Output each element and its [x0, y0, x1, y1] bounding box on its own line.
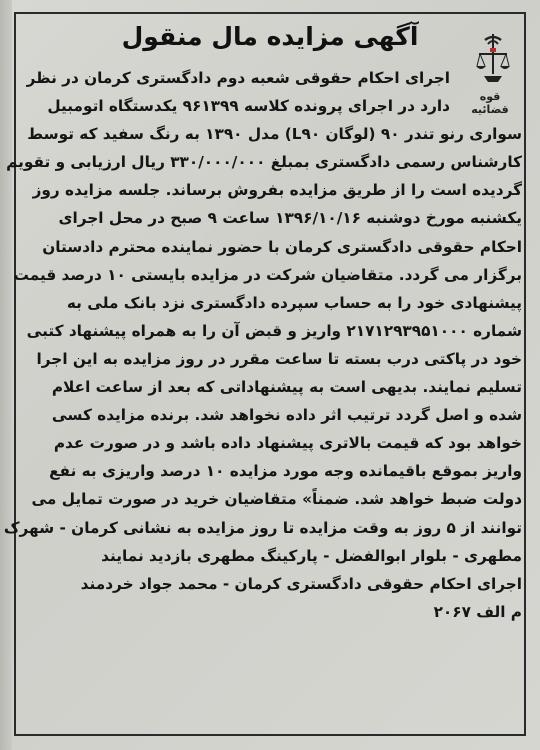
notice-line: دارد در اجرای پرونده کلاسه ۹۶۱۳۹۹ یکدستگاه اتومبیل — [47, 97, 450, 116]
page-edge — [0, 0, 12, 750]
notice-line: اجرای احکام حقوقی شعبه دوم دادگستری کرمان در نظر — [26, 69, 450, 87]
notice-line: واریز بموقع باقیمانده وجه مورد مزایده ۱۰ درصد واریزی به نفع — [49, 462, 522, 481]
notice-line: کارشناس رسمی دادگستری بمبلغ ۳۳۰/۰۰۰/۰۰۰ ریال ارزیابی و تقویم — [6, 153, 522, 172]
emblem-caption: قوه قضائیه — [471, 90, 509, 116]
notice-line: پیشنهادی خود را به حساب سپرده دادگستری نزد بانک ملی به — [66, 293, 522, 312]
notice-line: خواهد بود که قیمت بالاتری پیشنهاد داده باشد و در صورت عدم — [53, 434, 522, 453]
notice-line: شماره ۲۱۷۱۲۹۳۹۵۱۰۰۰ واریز و قبض آن را به همراه پیشنهاد کتبی — [26, 321, 522, 340]
notice-line: سواری رنو تندر ۹۰ (لوگان L۹۰) مدل ۱۳۹۰ به رنگ سفید که توسط — [27, 125, 522, 144]
notice-line: یکشنبه مورخ دوشنبه ۱۳۹۶/۱۰/۱۶ ساعت ۹ صبح در محل اجرای — [58, 209, 522, 228]
notice-line: خود در پاکتی درب بسته تا ساعت مقرر در روز مزایده به این اجرا — [36, 349, 522, 368]
notice-title: آگهی مزایده مال منقول — [121, 22, 419, 51]
notice-line: برگزار می گردد. متقاضیان شرکت در مزایده بایستی ۱۰ درصد قیمت — [13, 265, 522, 284]
notice-line: مطهری - بلوار ابوالفضل - پارکینگ مطهری بازدید نمایند — [101, 546, 522, 565]
notice-line: دولت ضبط خواهد شد. ضمناً» متقاضیان خرید در صورت تمایل می — [31, 490, 522, 509]
notice-reference: م الف ۲۰۶۷ — [433, 602, 522, 621]
notice-line: توانند از ۵ روز به وقت مزایده تا روز مزایده به نشانی کرمان - شهرک — [3, 518, 522, 537]
notice-line: گردیده است را از طریق مزایده بفروش برساند. جلسه مزایده روز — [32, 181, 522, 200]
notice-line: تسلیم نمایند. بدیهی است به پیشنهاداتی که بعد از ساعت اعلام — [51, 378, 522, 397]
notice-line: اجرای احکام حقوقی دادگستری کرمان - محمد جواد خردمند — [80, 574, 522, 593]
notice-line: شده و اصل گردد ترتیب اثر داده نخواهد شد. برنده مزایده کسی — [51, 406, 522, 425]
notice-body — [3, 64, 522, 626]
notice-line: احکام حقوقی دادگستری کرمان با حضور نماینده محترم دادستان — [42, 237, 522, 256]
